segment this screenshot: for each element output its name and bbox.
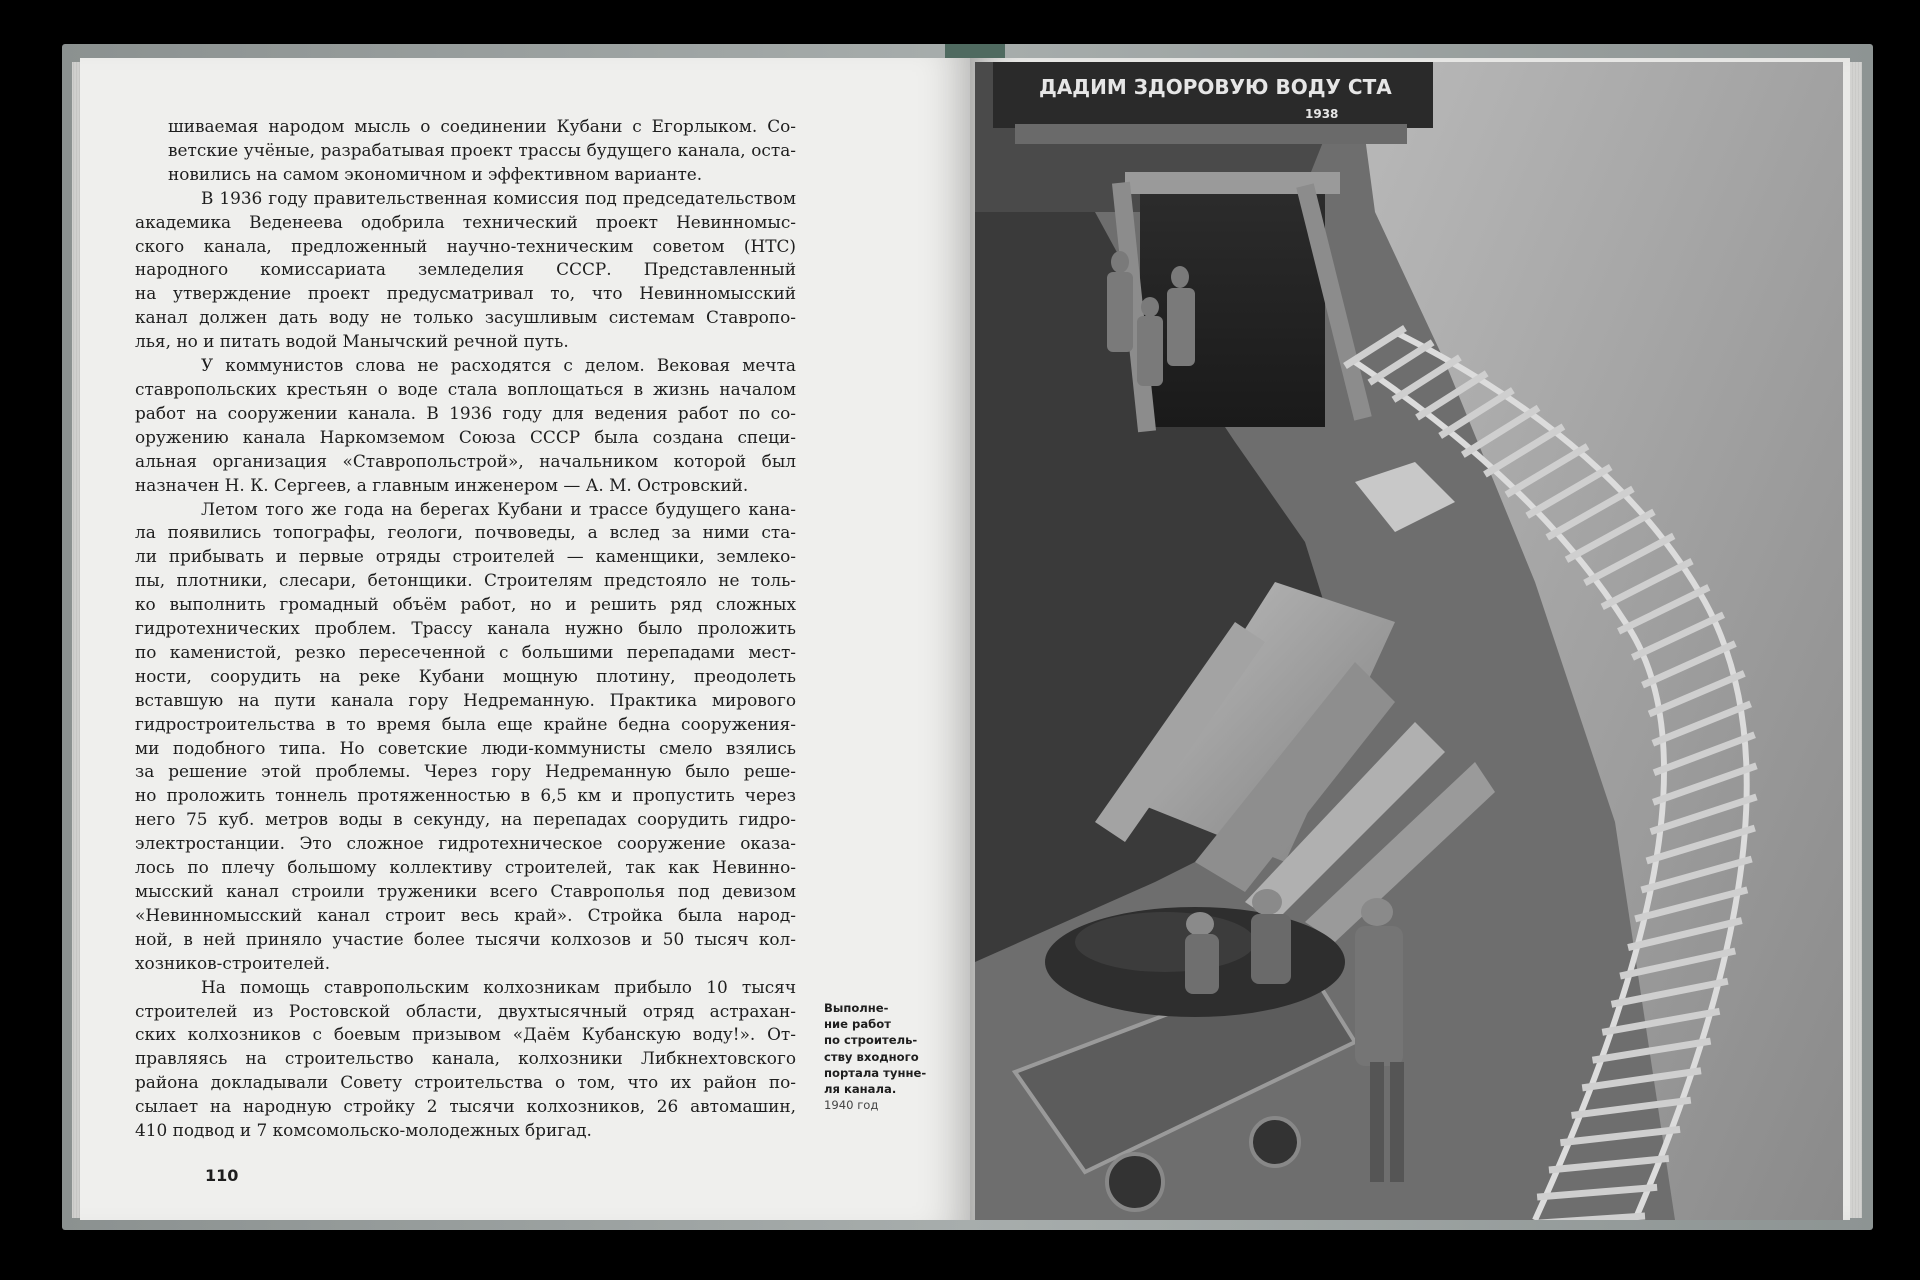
- archival-photo-tunnel-portal: [975, 62, 1843, 1220]
- text-line: строителей из Ростовской области, двухтысячный отряд астрахан-: [135, 1000, 796, 1021]
- text-line: ского канала, предложенный научно-техническим советом (НТС): [135, 235, 796, 256]
- text-line: канал должен дать воду не только засушливым системам Ставропо-: [135, 307, 796, 328]
- text-line: мысский канал строили труженики всего Ставрополья под девизом: [135, 881, 796, 901]
- text-line: пы, плотники, слесари, бетонщики. Строителям предстояло не толь-: [135, 570, 796, 591]
- text-line: лья, но и питать водой Манычский речной путь.: [135, 331, 569, 352]
- caption-line: Выполне-: [824, 1001, 889, 1015]
- text-line: ставропольских крестьян о воде стала воплощаться в жизнь началом: [135, 378, 796, 399]
- text-line: На помощь ставропольским колхозникам прибыло 10 тысяч: [201, 976, 796, 997]
- text-line: ских колхозников с боевым призывом «Даём Кубанскую воду!». От-: [135, 1024, 796, 1045]
- text-line: но проложить тоннель протяженностью в 6,5 км и пропустить через: [135, 785, 796, 806]
- text-line: ко выполнить громадный объём работ, но и решить ряд сложных: [135, 594, 796, 615]
- text-line: назначен Н. К. Сергеев, а главным инженером — А. М. Островский.: [135, 474, 749, 495]
- text-line: У коммунистов слова не расходятся с делом. Вековая мечта: [201, 355, 796, 376]
- caption-year: 1940 год: [824, 1098, 879, 1113]
- text-line: ми подобного типа. Но советские люди-коммунисты смело взялись: [135, 737, 796, 758]
- text-line: 410 подвод и 7 комсомольско-молодежных бригад.: [135, 1120, 592, 1141]
- caption-line: ние работ: [824, 1017, 891, 1032]
- text-line: академика Веденеева одобрила технический проект Невинномыс-: [135, 211, 796, 232]
- text-line: ной, в ней приняло участие более тысячи колхозов и 50 тысяч кол-: [135, 928, 796, 949]
- caption-line: ству входного: [824, 1049, 919, 1064]
- text-line: за решение этой проблемы. Через гору Недреманную было реше-: [135, 761, 796, 782]
- text-line: ности, соорудить на реке Кубани мощную плотину, преодолеть: [135, 665, 796, 686]
- right-page-edges: [1848, 62, 1862, 1218]
- text-line: на утверждение проект предусматривал то, что Невинномысский: [135, 283, 796, 304]
- caption-line: ля канала.: [824, 1082, 897, 1097]
- text-line: вставшую на пути канала гору Недреманную. Практика мирового: [135, 689, 796, 710]
- text-line: альная организация «Ставропольстрой», начальником которой был: [135, 450, 796, 471]
- text-line: гидротехнических проблем. Трассу канала нужно было проложить: [135, 618, 796, 639]
- banner-slogan: ДАДИМ ЗДОРОВУЮ ВОДУ СТА: [1039, 75, 1392, 99]
- text-line: шиваемая народом мысль о соединении Кубани с Егорлыком. Со-: [168, 116, 796, 136]
- photo-caption: [824, 1000, 944, 1113]
- text-line: правляясь на строительство канала, колхозники Либкнехтовского: [135, 1048, 796, 1069]
- text-line: работ на сооружении канала. В 1936 году для ведения работ по со-: [135, 402, 796, 423]
- text-line: района докладывали Совету строительства о том, что их район по-: [135, 1072, 796, 1093]
- page-number: 110: [205, 1166, 239, 1185]
- text-line: лось по плечу большому коллективу строителей, так как Невинно-: [135, 857, 796, 878]
- paragraph: [135, 187, 796, 354]
- text-line: него 75 куб. метров воды в секунду, на перепадах соорудить гидро-: [135, 809, 796, 830]
- text-line: ли прибывать и первые отряды строителей — каменщики, землеко-: [135, 546, 796, 567]
- text-line: хозников-строителей.: [135, 952, 331, 973]
- paragraph: [135, 498, 796, 976]
- text-line: Летом того же года на берегах Кубани и трассе будущего кана-: [201, 498, 796, 519]
- text-line: народного комиссариата земледелия СССР. Представленный: [135, 259, 796, 280]
- paragraph: [135, 354, 796, 497]
- photo-illustration: [975, 62, 1843, 1220]
- paragraph: [168, 115, 796, 187]
- text-line: сылает на народную стройку 2 тысячи колхозников, 26 автомашин,: [135, 1096, 796, 1117]
- text-line: «Невинномысский канал строит весь край». Стройка была народ-: [135, 904, 796, 925]
- text-line: оружению канала Наркомземом Союза СССР была создана специ-: [135, 426, 796, 447]
- text-line: В 1936 году правительственная комиссия под председательством: [201, 187, 796, 208]
- caption-line: портала тунне-: [824, 1065, 927, 1080]
- text-line: электростанции. Это сложное гидротехническое сооружение оказа-: [135, 833, 796, 854]
- text-line: ла появились топографы, геологи, почвоведы, а вслед за ними ста-: [135, 522, 796, 543]
- text-line: ветские учёные, разрабатывая проект трассы будущего канала, оста-: [168, 139, 796, 160]
- text-line: по каменистой, резко пересеченной с большими перепадами мест-: [135, 641, 796, 662]
- main-text-column: [135, 115, 796, 1143]
- banner-year: 1938: [1305, 107, 1339, 121]
- text-line: гидростроительства в то время была еще крайне бедна сооружения-: [135, 713, 796, 734]
- text-line: новились на самом экономичном и эффективном варианте.: [168, 163, 703, 184]
- caption-line: по строитель-: [824, 1033, 918, 1048]
- paragraph: [135, 976, 796, 1143]
